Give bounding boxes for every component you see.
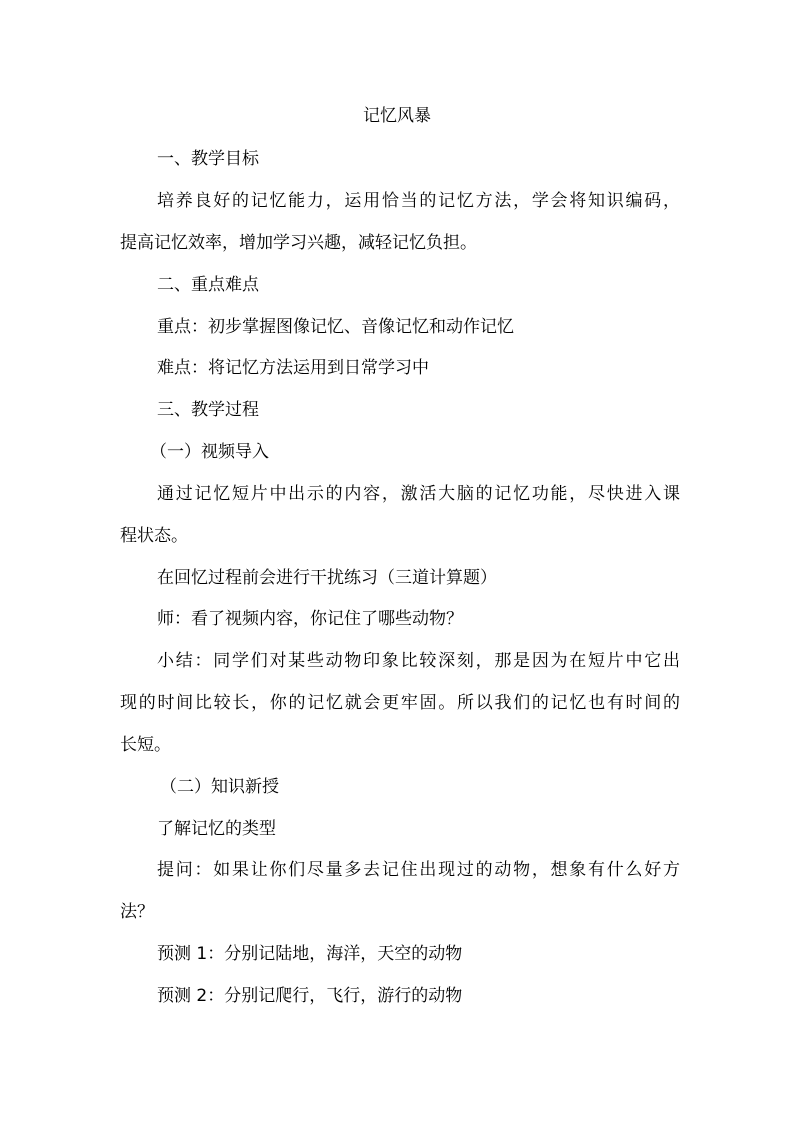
section-heading-process: 三、教学过程 xyxy=(157,400,259,420)
paragraph-line: 在回忆过程前会进行干扰练习（三道计算题） xyxy=(157,568,497,588)
paragraph-line: 难点：将记忆方法运用到日常学习中 xyxy=(157,358,429,378)
paragraph-line: 师：看了视频内容，你记住了哪些动物？ xyxy=(157,609,463,629)
paragraph-line: 了解记忆的类型 xyxy=(157,819,276,839)
paragraph-line: 预测 2：分别记爬行，飞行，游行的动物 xyxy=(157,986,463,1006)
subsection-heading-new-knowledge: （二）知识新授 xyxy=(160,777,279,797)
paragraph-line: 提问：如果让你们尽量多去记住出现过的动物，想象有什么好方 xyxy=(157,860,680,880)
paragraph-line: 小结：同学们对某些动物印象比较深刻，那是因为在短片中它出 xyxy=(157,651,680,671)
paragraph-line: 培养良好的记忆能力，运用恰当的记忆方法，学会将知识编码， xyxy=(157,191,680,211)
paragraph-line: 通过记忆短片中出示的内容，激活大脑的记忆功能，尽快进入课 xyxy=(157,484,680,504)
document-title: 记忆风暴 xyxy=(363,106,431,126)
section-heading-key-points: 二、重点难点 xyxy=(157,275,259,295)
paragraph-line: 法？ xyxy=(120,902,154,922)
paragraph-line: 重点：初步掌握图像记忆、音像记忆和动作记忆 xyxy=(157,317,514,337)
paragraph-line: 程状态。 xyxy=(120,526,188,546)
paragraph-line: 长短。 xyxy=(120,735,171,755)
paragraph-line: 预测 1：分别记陆地，海洋，天空的动物 xyxy=(157,944,463,964)
paragraph-line: 现的时间比较长，你的记忆就会更牢固。所以我们的记忆也有时间的 xyxy=(120,693,680,713)
paragraph-line: 提高记忆效率，增加学习兴趣，减轻记忆负担。 xyxy=(120,233,477,253)
section-heading-objectives: 一、教学目标 xyxy=(157,149,259,169)
subsection-heading-video: （一）视频导入 xyxy=(150,442,269,462)
